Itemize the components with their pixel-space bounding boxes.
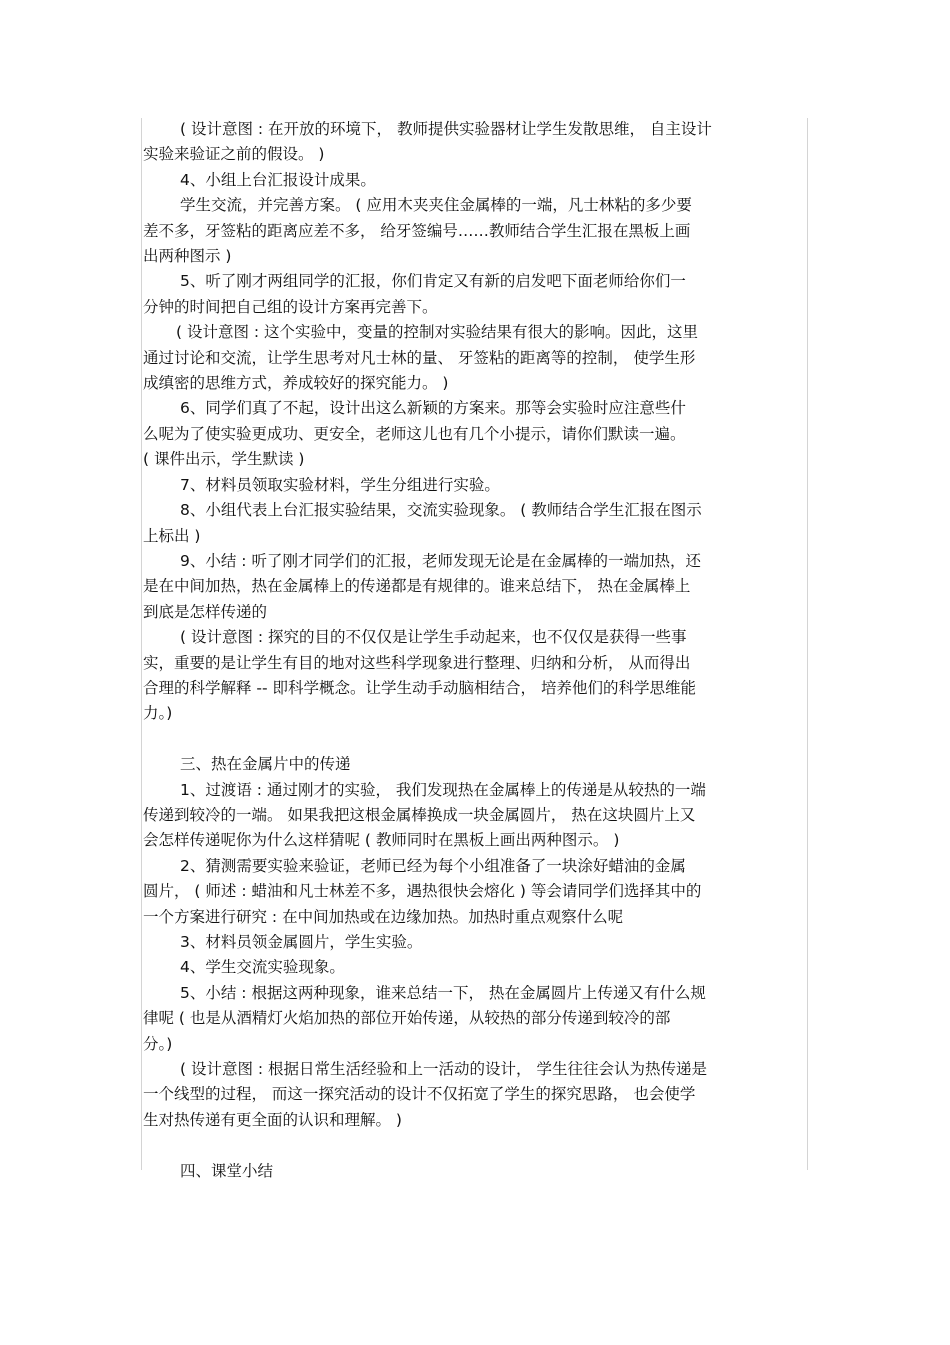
text-line: 差不多，牙签粘的距离应差不多， 给牙签编号……教师结合学生汇报在黑板上画 bbox=[143, 221, 691, 240]
text-line: 7、材料员领取实验材料，学生分组进行实验。 bbox=[180, 475, 500, 494]
text-line: 3、材料员领金属圆片，学生实验。 bbox=[180, 932, 423, 951]
text-line: 分。) bbox=[143, 1034, 173, 1053]
text-line: 律呢 ( 也是从酒精灯火焰加热的部位开始传递，从较热的部分传递到较冷的部 bbox=[143, 1009, 671, 1028]
text-line: 四、课堂小结 bbox=[180, 1161, 274, 1180]
text-line: 是在中间加热，热在金属棒上的传递都是有规律的。谁来总结下， 热在金属棒上 bbox=[143, 577, 691, 596]
text-line: 到底是怎样传递的 bbox=[143, 602, 268, 621]
text-line: 6、同学们真了不起，设计出这么新颖的方案来。那等会实验时应注意些什 bbox=[180, 399, 686, 418]
text-line: 一个方案进行研究 : 在中间加热或在边缘加热。加热时重点观察什么呢 bbox=[143, 907, 624, 926]
text-line: 么呢为了使实验更成功、更安全，老师这儿也有几个小提示，请你们默读一遍。 bbox=[143, 424, 686, 443]
text-line: 上标出 ) bbox=[143, 526, 201, 545]
text-line: 圆片， ( 师述 : 蜡油和凡士林差不多，遇热很快会熔化 ) 等会请同学们选择其中的 bbox=[143, 882, 702, 901]
text-line: 三、热在金属片中的传递 bbox=[180, 755, 351, 774]
text-line: 合理的科学解释 -- 即科学概念。让学生动手动脑相结合， 培养他们的科学思维能 bbox=[143, 678, 696, 697]
text-line: 会怎样传递呢你为什么这样猜呢 ( 教师同时在黑板上画出两种图示。 ) bbox=[143, 831, 620, 850]
text-line: 4、学生交流实验现象。 bbox=[180, 958, 345, 977]
text-line: 分钟的时间把自己组的设计方案再完善下。 bbox=[143, 297, 438, 316]
text-line: 实验来验证之前的假设。 ) bbox=[143, 145, 325, 164]
blank-line bbox=[143, 1133, 805, 1158]
blank-line bbox=[143, 727, 805, 752]
text-line: 生对热传递有更全面的认识和理解。 ) bbox=[143, 1110, 402, 1129]
text-line: ( 设计意图 : 根据日常生活经验和上一活动的设计， 学生往往会认为热传递是 bbox=[180, 1060, 707, 1079]
text-line: ( 课件出示，学生默读 ) bbox=[143, 450, 305, 469]
text-line: ( 设计意图 : 在开放的环境下， 教师提供实验器材让学生发散思维， 自主设计 bbox=[180, 120, 712, 138]
text-line: 8、小组代表上台汇报实验结果，交流实验现象。 ( 教师结合学生汇报在图示 bbox=[180, 501, 702, 520]
text-line: 一个线型的过程， 而这一探究活动的设计不仅拓宽了学生的探究思路， 也会使学 bbox=[143, 1085, 696, 1104]
text-line: 传递到较冷的一端。 如果我把这根金属棒换成一块金属圆片， 热在这块圆片上又 bbox=[143, 805, 696, 824]
document-body bbox=[143, 117, 805, 1184]
text-line: 出两种图示 ) bbox=[143, 247, 232, 266]
text-line: 5、小结 : 根据这两种现象，谁来总结一下， 热在金属圆片上传递又有什么规 bbox=[180, 983, 706, 1002]
text-line: 4、小组上台汇报设计成果。 bbox=[180, 170, 376, 189]
text-line: 2、猜测需要实验来验证，老师已经为每个小组准备了一块涂好蜡油的金属 bbox=[180, 856, 686, 875]
text-line: 1、过渡语 : 通过刚才的实验， 我们发现热在金属棒上的传递是从较热的一端 bbox=[180, 780, 706, 799]
text-line: 实，重要的是让学生有目的地对这些科学现象进行整理、归纳和分析， 从而得出 bbox=[143, 653, 691, 672]
text-line: 成缜密的思维方式，养成较好的探究能力。 ) bbox=[143, 374, 449, 393]
text-line: 力。) bbox=[143, 704, 173, 723]
text-line: ( 设计意图 : 探究的目的不仅仅是让学生手动起来，也不仅仅是获得一些事 bbox=[180, 628, 687, 647]
text-line: 9、小结 : 听了刚才同学们的汇报，老师发现无论是在金属棒的一端加热，还 bbox=[180, 551, 701, 570]
text-line: 5、听了刚才两组同学的汇报，你们肯定又有新的启发吧下面老师给你们一 bbox=[180, 272, 686, 291]
text-line: ( 设计意图 : 这个实验中，变量的控制对实验结果有很大的影响。因此，这里 bbox=[176, 323, 699, 342]
text-line: 通过讨论和交流，让学生思考对凡士林的量、 牙签粘的距离等的控制， 使学生形 bbox=[143, 348, 696, 367]
text-line: 学生交流，并完善方案。 ( 应用木夹夹住金属棒的一端，凡士林粘的多少要 bbox=[180, 196, 692, 215]
